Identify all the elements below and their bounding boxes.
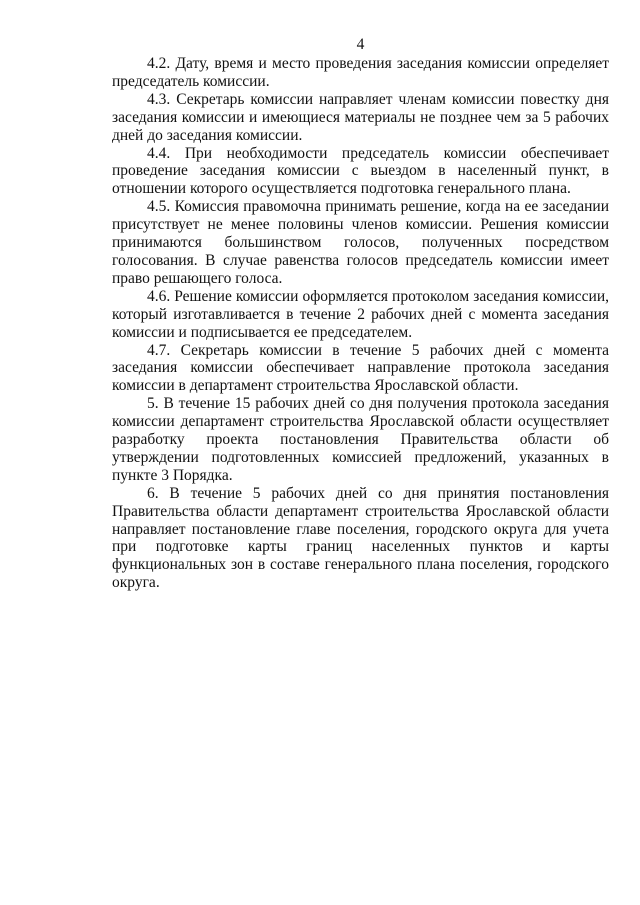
paragraph-6: 6. В течение 5 рабочих дней со дня принятия постановления Правительства области департамент строительства Ярославской области направляет постановление главе поселения, городского округа для учета при подготовке карты границ населенных пунктов и карты функциональных зон в составе генерального плана поселения, городского округа. [112, 484, 609, 592]
paragraph-4-5: 4.5. Комиссия правомочна принимать решение, когда на ее заседании присутствует не менее половины членов комиссии. Решения комиссии принимаются большинством голосов, полученных посредством голосования. В случае равенства голосов председатель комиссии имеет право решающего голоса. [112, 198, 609, 287]
paragraph-4-4: 4.4. При необходимости председатель комиссии обеспечивает проведение заседания комиссии с выездом в населенный пункт, в отношении которого осуществляется подготовка генерального плана. [112, 144, 609, 198]
document-page [112, 36, 609, 592]
paragraph-5: 5. В течение 15 рабочих дней со дня получения протокола заседания комиссии департамент строительства Ярославской области осуществляет разработку проекта постановления Правительства области об утверждении подготовленных комиссией предложений, указанных в пункте 3 Порядка. [112, 395, 609, 484]
paragraph-4-3: 4.3. Секретарь комиссии направляет членам комиссии повестку дня заседания комиссии и имеющиеся материалы не позднее чем за 5 рабочих дней до заседания комиссии. [112, 90, 609, 144]
paragraph-4-2: 4.2. Дату, время и место проведения заседания комиссии определяет председатель комиссии. [112, 55, 609, 90]
paragraph-4-7: 4.7. Секретарь комиссии в течение 5 рабочих дней с момента заседания комиссии обеспечивает направление протокола заседания комиссии в департамент строительства Ярославской области. [112, 341, 609, 395]
page-number: 4 [356, 36, 365, 53]
paragraph-4-6: 4.6. Решение комиссии оформляется протоколом заседания комиссии, который изготавливается в течение 2 рабочих дней с момента заседания комиссии и подписывается ее председателем. [112, 287, 609, 341]
